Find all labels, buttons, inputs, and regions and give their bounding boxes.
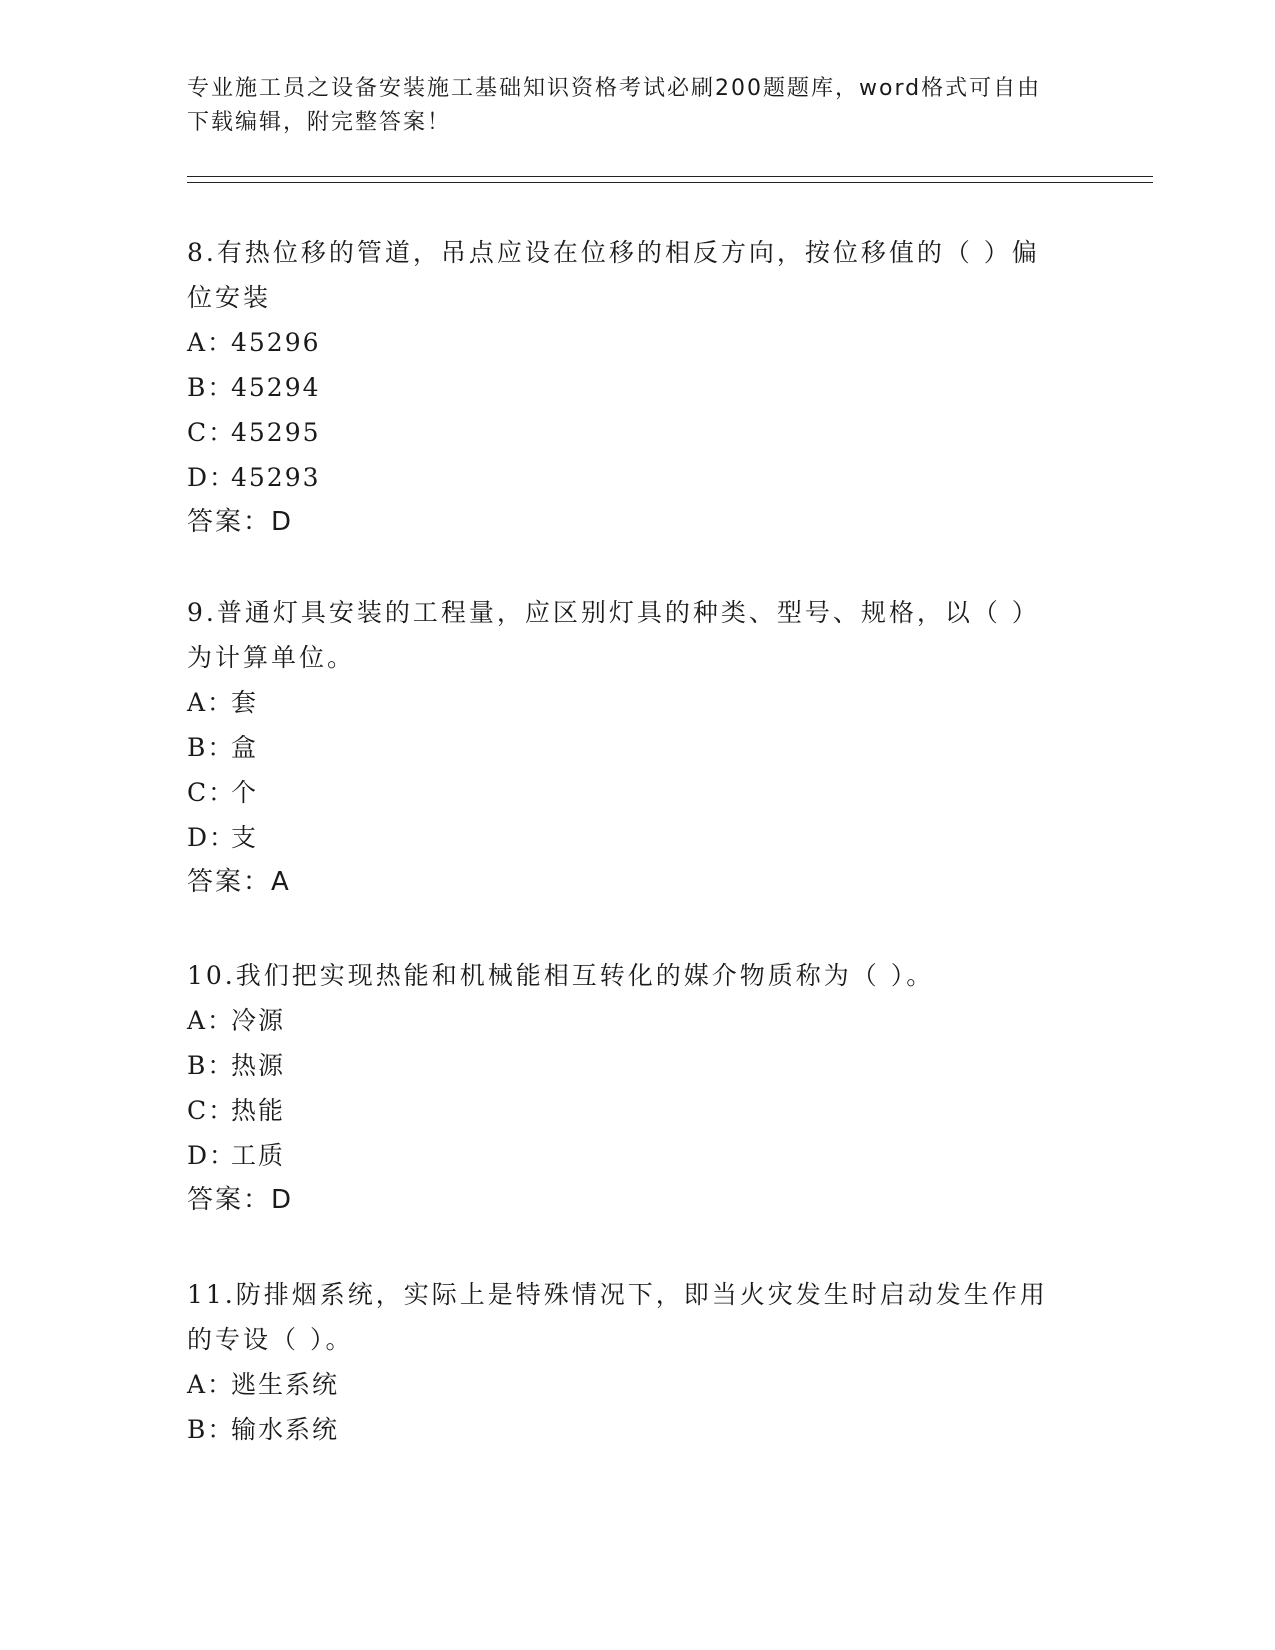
answer: 答案：A: [187, 867, 291, 897]
header-line-1: 专业施工员之设备安装施工基础知识资格考试必刷200题题库，word格式可自由: [187, 76, 1042, 101]
option-text: 输水系统: [231, 1415, 340, 1444]
option-c: [187, 1088, 1087, 1133]
option-letter: B：: [187, 1051, 235, 1080]
option-text: 45295: [231, 418, 321, 447]
option-b: [187, 725, 1087, 770]
option-d: [187, 455, 1087, 500]
option-a: [187, 320, 1087, 365]
option-d: [187, 815, 1087, 860]
option-text: 45296: [231, 328, 321, 357]
option-text: 工质: [231, 1141, 286, 1170]
option-letter: C：: [187, 418, 236, 447]
option-a: [187, 1362, 1087, 1407]
question-stem-line: 10.我们把实现热能和机械能相互转化的媒介物质称为（ ）。: [187, 961, 935, 990]
option-letter: A：: [187, 1006, 235, 1035]
option-text: 支: [231, 823, 259, 852]
option-letter: D：: [187, 1141, 237, 1170]
option-d: [187, 1133, 1087, 1178]
option-letter: D：: [187, 823, 237, 852]
question-stem-line: 11.防排烟系统，实际上是特殊情况下，即当火灾发生时启动发生作用: [187, 1280, 1048, 1309]
question-stem-line: 的专设（ ）。: [187, 1325, 354, 1354]
answer: 答案：D: [187, 1185, 294, 1215]
option-text: 盒: [231, 733, 259, 762]
document-header: [187, 72, 1067, 140]
option-letter: A：: [187, 328, 235, 357]
option-letter: A：: [187, 688, 235, 717]
option-text: 个: [231, 778, 259, 807]
question-9: [187, 590, 1087, 905]
option-b: [187, 1043, 1087, 1088]
option-letter: C：: [187, 778, 236, 807]
option-text: 套: [231, 688, 259, 717]
question-stem-line: 为计算单位。: [187, 643, 356, 672]
question-11: [187, 1272, 1087, 1452]
option-letter: A：: [187, 1370, 235, 1399]
option-text: 45293: [231, 463, 321, 492]
question-stem-line: 9.普通灯具安装的工程量，应区别灯具的种类、型号、规格，以（ ）: [187, 598, 1040, 627]
option-b: [187, 365, 1087, 410]
option-c: [187, 770, 1087, 815]
header-line-2: 下载编辑，附完整答案！: [187, 110, 452, 135]
header-divider-top: [187, 176, 1153, 177]
option-letter: D：: [187, 463, 237, 492]
option-b: [187, 1407, 1087, 1452]
option-text: 45294: [231, 373, 321, 402]
question-8: [187, 230, 1087, 545]
header-divider-bottom: [187, 182, 1153, 183]
question-stem-line: 位安装: [187, 283, 272, 312]
option-c: [187, 410, 1087, 455]
option-letter: B：: [187, 1415, 235, 1444]
option-a: [187, 680, 1087, 725]
option-text: 冷源: [231, 1006, 286, 1035]
question-10: [187, 953, 1087, 1223]
option-a: [187, 998, 1087, 1043]
option-letter: B：: [187, 733, 235, 762]
option-text: 逃生系统: [231, 1370, 340, 1399]
option-letter: B：: [187, 373, 235, 402]
answer: 答案：D: [187, 507, 294, 537]
question-stem-line: 8.有热位移的管道，吊点应设在位移的相反方向，按位移值的（ ）偏: [187, 238, 1040, 267]
option-text: 热能: [231, 1096, 286, 1125]
option-text: 热源: [231, 1051, 286, 1080]
option-letter: C：: [187, 1096, 236, 1125]
